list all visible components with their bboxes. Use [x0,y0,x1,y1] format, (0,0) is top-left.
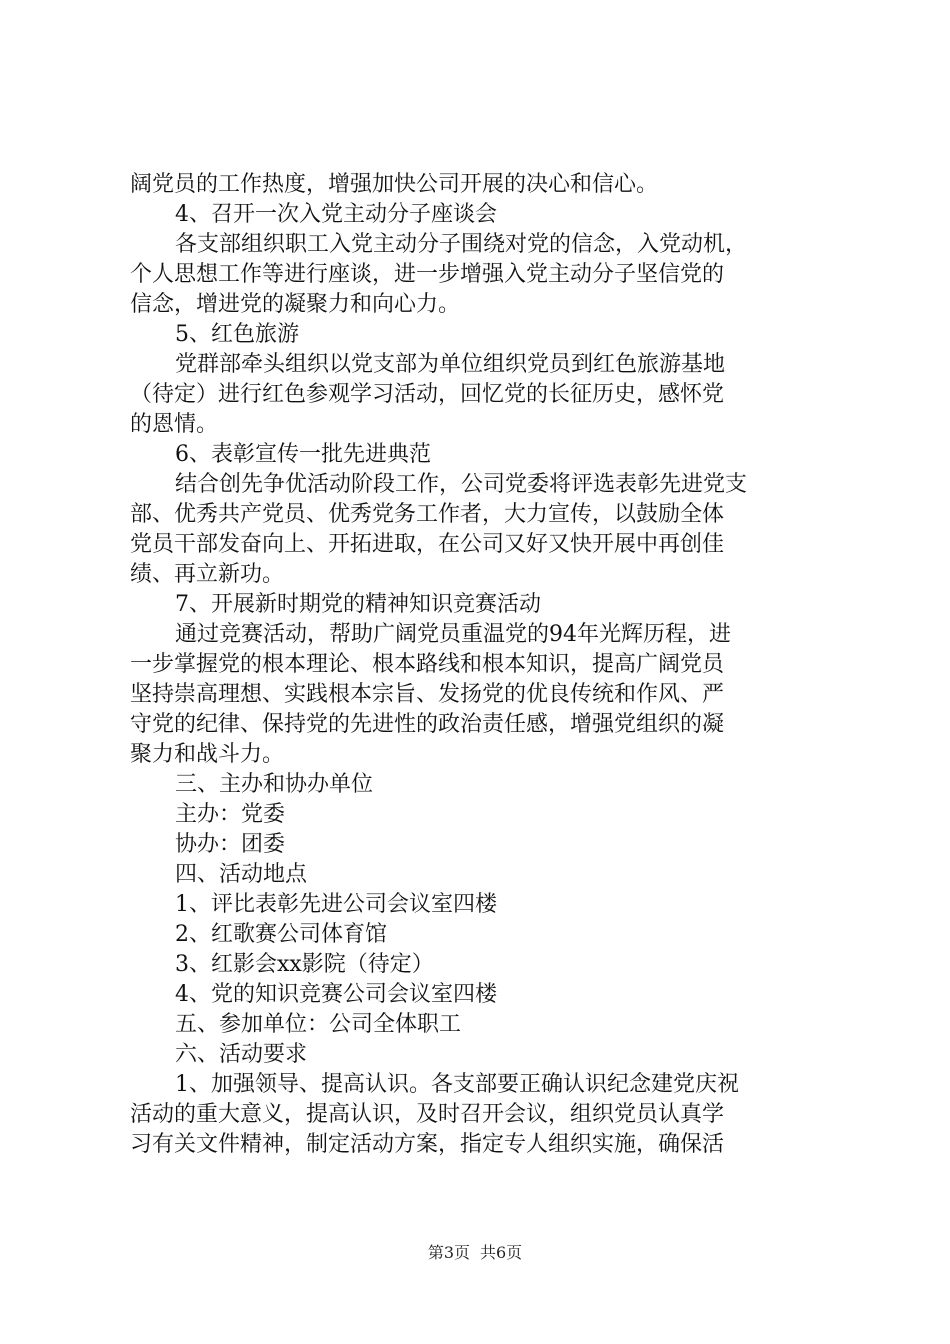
page-footer [0,1243,950,1263]
section-heading: 四、活动地点 [175,862,308,887]
text-line: 信念，增进党的凝聚力和向心力。 [130,292,461,317]
section-heading: 六、活动要求 [175,1042,308,1067]
text-line: 1、加强领导、提高认识。各支部要正确认识纪念建党庆祝 [175,1072,739,1097]
text-line: 主办：党委 [175,802,286,827]
page-number: 第3页 [427,1243,470,1262]
section-heading: 五、参加单位：公司全体职工 [175,1012,462,1037]
section-heading: 4、召开一次入党主动分子座谈会 [175,202,497,227]
list-item: 4、党的知识竞赛公司会议室四楼 [175,982,497,1007]
document-body [130,170,835,1160]
text-line: （待定）进行红色参观学习活动，回忆党的长征历史，感怀党 [130,382,725,407]
list-item: 2、红歌赛公司体育馆 [175,922,387,947]
text-line: 坚持崇高理想、实践根本宗旨、发扬党的优良传统和作风、严 [130,682,725,707]
text-line: 绩、再立新功。 [130,562,285,587]
text-line: 党员干部发奋向上、开拓进取，在公司又好又快开展中再创佳 [130,532,725,557]
text-line: 阔党员的工作热度，增强加快公司开展的决心和信心。 [130,172,659,197]
text-line: 协办：团委 [175,832,286,857]
text-line: 结合创先争优活动阶段工作，公司党委将评选表彰先进党支 [175,472,748,497]
list-item: 1、评比表彰先进公司会议室四楼 [175,892,497,917]
text-line: 聚力和战斗力。 [130,742,285,767]
text-line: 党群部牵头组织以党支部为单位组织党员到红色旅游基地 [175,352,726,377]
text-line: 各支部组织职工入党主动分子围绕对党的信念，入党动机， [175,232,748,257]
text-line: 通过竞赛活动，帮助广阔党员重温党的94年光辉历程，进 [175,622,731,647]
list-item: 3、红影会xx影院（待定） [175,952,434,977]
section-heading: 三、主办和协办单位 [175,772,374,797]
text-line: 守党的纪律、保持党的先进性的政治责任感，增强党组织的凝 [130,712,725,737]
text-line: 个人思想工作等进行座谈，进一步增强入党主动分子坚信党的 [130,262,725,287]
text-line: 的恩情。 [130,412,219,437]
section-heading: 6、表彰宣传一批先进典范 [175,442,431,467]
section-heading: 5、红色旅游 [175,322,299,347]
text-line: 部、优秀共产党员、优秀党务工作者，大力宣传，以鼓励全体 [130,502,725,527]
text-line: 习有关文件精神，制定活动方案，指定专人组织实施，确保活 [130,1132,725,1157]
page-total: 共6页 [480,1243,523,1262]
text-line: 一步掌握党的根本理论、根本路线和根本知识，提高广阔党员 [130,652,725,677]
text-line: 活动的重大意义，提高认识，及时召开会议，组织党员认真学 [130,1102,725,1127]
section-heading: 7、开展新时期党的精神知识竞赛活动 [175,592,541,617]
